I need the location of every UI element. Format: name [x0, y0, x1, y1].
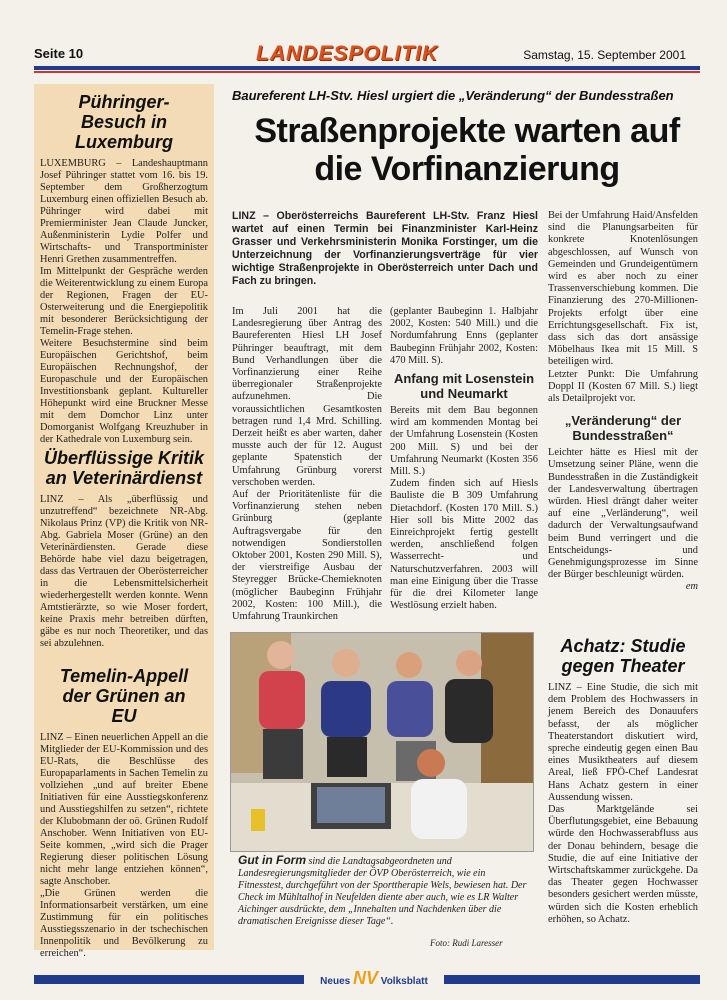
article-text: Im Mittelpunkt der Gespräche werden die Weiterentwicklung zu einem Europa der Regionen, Fragen der EU-Osterweiterung und die Energiepolitik mit besonderer Berücksichtigung der Temelin-Frage stehen.	[40, 266, 208, 337]
page-header	[34, 44, 704, 70]
page-footer	[34, 968, 700, 988]
subheading: Anfang mit Losenstein und Neumarkt	[393, 371, 535, 402]
photo-caption	[238, 853, 530, 928]
main-headline: Straßenprojekte warten auf die Vorfinanzierung	[254, 112, 680, 188]
article-luxemburg	[34, 92, 214, 446]
body-text: (geplanter Baubeginn 1. Halbjahr 2002, Kosten: 540 Mill.) und die Nordumfahrung Enns (geplanter Baubeginn Frühjahr 2002, Kosten: 470 Mill. S).	[390, 306, 538, 366]
body-text: Leichter hätte es Hiesl mit der Umsetzung seiner Pläne, wenn die Bundesstraßen in die Zuständigkeit der Landesverwaltung übertragen würden. Hiesl drängt daher weiter auf eine „Verländerung“, weil dadurch der Verwaltungsaufwand beim Bund verringert und die Entscheidungs- und Genehmigungsprozesse im Sinne der Bürger beschleunigt würden.	[548, 447, 698, 581]
section-title: LANDESPOLITIK	[256, 42, 439, 65]
main-kicker: Baureferent LH-Stv. Hiesl urgiert die „Veränderung“ der Bundesstraßen	[232, 88, 674, 103]
body-text: Letzter Punkt: Die Umfahrung Doppl II (Kosten 67 Mill. S.) liegt als Detailprojekt vor.	[548, 368, 698, 405]
article-text: LINZ – Als „überflüssig und unzutreffend“ bezeichnete NR-Abg. Nikolaus Prinz (VP) die Kritik von NR-Abg. Gabriela Moser (Grüne) an den Veterinärdiensten. Gerade diese Behörde habe viel dazu beigetragen, dass das Vertrauen der Oberösterreicher in die Lebensmittelsicherheit wiederhergestellt werden konnte. Wenn Amtstierärzte, so wie Moser fordert, keine Praxis mehr betreiben dürften, gäbe es nur noch Theoretiker, und das sei abzulehnen.	[40, 494, 208, 649]
logo-word-right: Volksblatt	[380, 976, 428, 987]
subheading: „Veränderung“ der Bundesstraßen“	[564, 413, 682, 444]
author-initials: em	[685, 581, 698, 593]
body-text: Das Marktgelände sei Überflutungsgebiet, eine Bebauung würde den Hochwasserabfluss aus der Donau behindern, besage die Studie, die auf eine Initiative der Wirtschaftskammer zurückgehe. Da das Theater gegen Hochwasser besonders gesichert werden müsste, würden sich die Kosten erheblich erhöhen, so Achatz.	[548, 804, 698, 925]
article-title: Pühringer-Besuch in Luxemburg	[74, 92, 173, 152]
body-text: Bereits mit dem Bau begonnen wird am kommenden Montag bei der Umfahrung Losenstein (Kosten 200 Mill. S) und bei der Umfahrung Neumarkt (Kosten 356 Mill. S.)	[390, 405, 538, 478]
article-text: LUXEMBURG – Landeshauptmann Josef Pühringer stattet vom 16. bis 19. September dem Großherzogtum Luxemburg einen offiziellen Besuch ab. Pühringer wird dabei mit Premierminister Jean Claude Juncker, Außenministerin Lydie Polfer und Wirtschafts- und Transportminister Henri Grethen zusammentreffen.	[40, 158, 208, 265]
logo-word-left: Neues	[320, 976, 351, 987]
article-achatz	[548, 636, 698, 926]
main-column-2	[390, 306, 538, 612]
photo-credit: Foto: Rudi Laresser	[430, 938, 503, 948]
newspaper-logo	[304, 968, 444, 988]
news-photo	[230, 632, 534, 852]
article-text: Weitere Besuchstermine sind beim Europäischen Gerichtshof, beim Europäischen Rechnungshof, der Europaschule und der Europäischen Investitionsbank geplant. Kultureller Höhepunkt wird eine Bruckner Messe mit dem Domchor Linz unter Domorganist Wolfgang Kreuzhuber in der Kathedrale von Luxemburg sein.	[40, 338, 208, 445]
body-text: Bei der Umfahrung Haid/Ansfelden sind die Planungsarbeiten für konkrete Knotenlösungen abgeschlossen, auf Wunsch von Gemeinden und Grundeigentümern wird es aber noch zu einer Trassenverschiebung kommen. Die Finanzierung des 270-Millionen-Projekts erfolgt über eine Errichtungsgesellschaft. Fix ist, dass sich das dort ansässige Möbelhaus Ikea mit 15 Mill. S beteiligen wird.	[548, 210, 698, 368]
body-text: Zudem finden sich auf Hiesls Bauliste die B 309 Umfahrung Dietachdorf. (Kosten 170 Mill. S.) Hier soll bis Mitte 2002 das Einreichprojekt fertig gestellt werden, anschließend folgen Wasserrecht- und Naturschutzverfahren. 2003 will man eine Einigung über die Trasse für die drei Kilometer lange Westlösung erzielt haben.	[390, 478, 538, 612]
article-title: Achatz: Studie gegen Theater	[560, 636, 686, 676]
main-column-3	[548, 210, 698, 594]
article-text: „Die Grünen werden die Informationsarbeit verstärken, um eine Zustimmung für ein politisches Ausstiegsszenario in der tschechischen Innenpolitik und Bevölkerung zu erreichen“.	[40, 888, 208, 959]
page-number: Seite 10	[34, 46, 84, 61]
article-text: LINZ – Einen neuerlichen Appell an die Mitglieder der EU-Kommission und des EU-Rats, die Beschlüsse des Europaparlaments in Sachen Temelin zu vollziehen „und auf breiter Ebene Initiativen für eine Ausstiegskonferenz und Ausstiegshilfen zu setzen“, richtete der Klubobmann der oö. Grünen Rudolf Anschober. Wenn Initiativen von EU-Seite kommen, „wird sich die Prager Regierung dieser politischen Lösung nicht mehr lange entziehen können“, sagte Anschober.	[40, 732, 208, 887]
body-text: Im Juli 2001 hat die Landesregierung über Antrag des Baureferenten Hiesl LH Josef Pühringer beauftragt, mit dem Bund Verhandlungen über die Vorfinanzierung einer Reihe überregionaler Straßenprojekte aufzunehmen. Die voraussichtlichen Gesamtkosten betragen rund 1,4 Mrd. Schilling. Derzeit heißt es aber warten, daher musste auch der für 12. August geplante Spatenstich der Umfahrung Grünburg vorerst verschoben werden.	[232, 306, 382, 488]
caption-text: sind die Landtagsabgeordneten und Landesregierungsmitglieder der ÖVP Oberösterreich, wie ein Fitnesstest, durchgeführt von der Sporttherapie Wels, bewiesen hat. Der Check im Mühltalhof in Neufelden diente aber auch, wie es LR Walter Aichinger ausdrückte, dem „Innehalten und Nachdenken über die dramatischen Ereignisse dieser Tage“.	[238, 856, 527, 927]
body-text: Auf der Prioritätenliste für die Vorfinanzierung stehen neben Grünburg (geplante Auftragsvergabe für den notwendigen Sondierstollen Oktober 2001, Kosten 290 Mill. S), der vierstreifige Ausbau der Steyregger Brücke-Chemieknoten (möglicher Baubeginn Frühjahr 2002, Kosten: 100 Mill.), die Umfahrung Traunkirchen	[232, 489, 382, 623]
main-lead: LINZ – Oberösterreichs Baureferent LH-Stv. Franz Hiesl wartet auf einen Termin bei Finanzminister Karl-Heinz Grasser und Verkehrsministerin Monika Forstinger, um die Unterzeichnung der Vorfinanzierungsverträge für vier wichtige Straßenprojekte in Oberösterreich unter Dach und Fach zu bringen.	[232, 210, 538, 287]
left-sidebar	[34, 84, 214, 959]
article-title: Temelin-Appell der Grünen an EU	[59, 666, 189, 726]
main-column-1	[232, 306, 382, 623]
caption-lead: Gut in Form	[238, 853, 306, 867]
article-title: Überflüssige Kritik an Veterinärdienst	[43, 448, 205, 488]
body-text: LINZ – Eine Studie, die sich mit dem Problem des Hochwassers in jenem Bereich des Donauufers befasst, der als möglicher Theaterstandort diskutiert wird, spreche eindeutig gegen einen Bau eines Musiktheaters auf diesem Areal, ließ FPÖ-Chef Landesrat Hans Achatz gestern in einer Aussendung wissen.	[548, 682, 698, 803]
header-rule-red	[34, 71, 700, 73]
photo-illustration	[231, 633, 533, 851]
article-veterinaer	[34, 448, 214, 650]
header-rule	[34, 66, 700, 70]
article-temelin	[34, 666, 214, 960]
issue-date: Samstag, 15. September 2001	[523, 48, 686, 62]
logo-mark: NV	[352, 968, 378, 988]
